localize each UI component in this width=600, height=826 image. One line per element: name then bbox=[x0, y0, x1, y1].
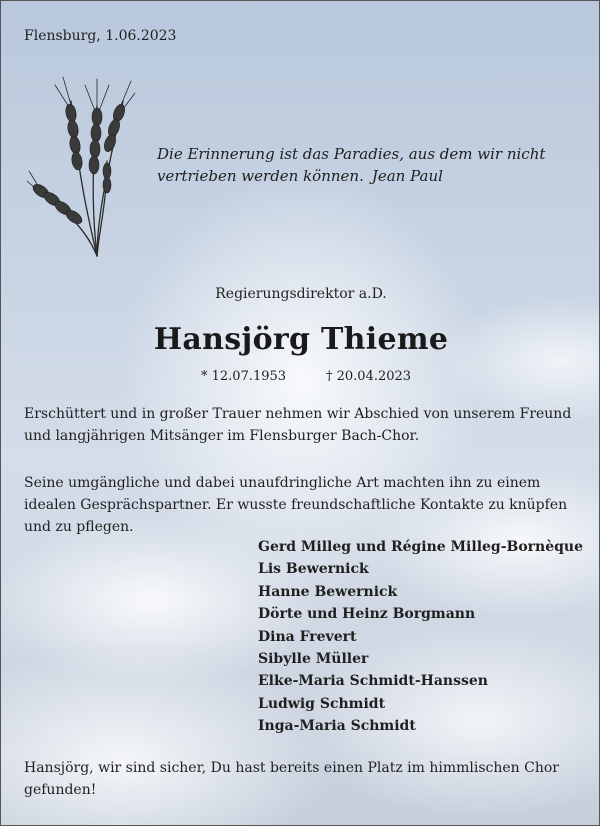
mourner-name: Ludwig Schmidt bbox=[258, 695, 386, 712]
deceased-title: Regierungsdirektor a.D. bbox=[215, 286, 387, 302]
death-date: † 20.04.2023 bbox=[326, 369, 412, 384]
mourners-list bbox=[258, 536, 583, 738]
mourner-name: Dina Frevert bbox=[258, 628, 357, 645]
place-date: Flensburg, 1.06.2023 bbox=[24, 28, 177, 44]
mourner-name: Sibylle Müller bbox=[258, 651, 369, 668]
birth-date: * 12.07.1953 bbox=[201, 369, 287, 384]
memorial-quote bbox=[157, 143, 557, 187]
quote-author: Jean Paul bbox=[371, 167, 443, 185]
mourner-name: Hanne Bewernick bbox=[258, 583, 398, 600]
paragraph: Erschüttert und in großer Trauer nehmen wir Abschied von unserem Freund und langjährigen Mitsänger im Flensburger Bach-Chor. bbox=[24, 406, 572, 444]
quote-text: Die Erinnerung ist das Paradies, aus dem wir nicht vertrieben werden können. bbox=[157, 145, 546, 185]
closing-text: Hansjörg, wir sind sicher, Du hast bereits einen Platz im himmlischen Chor gefunden! bbox=[24, 760, 559, 798]
mourner-name: Dörte und Heinz Borgmann bbox=[258, 606, 476, 623]
wheat-icon bbox=[27, 71, 137, 261]
mourner-name: Elke-Maria Schmidt-Hanssen bbox=[258, 673, 488, 690]
paragraph: Seine umgängliche und dabei unaufdringliche Art machten ihn zu einem idealen Gesprächspartner. Er wusste freundschaftliche Kontakte zu knüpfen und zu pflegen. bbox=[24, 475, 568, 535]
mourner-name: Gerd Milleg und Régine Milleg-Bornèque bbox=[258, 539, 584, 555]
deceased-name: Hansjörg Thieme bbox=[153, 322, 449, 357]
mourner-name: Lis Bewernick bbox=[258, 561, 369, 578]
mourner-name: Inga-Maria Schmidt bbox=[258, 718, 416, 735]
